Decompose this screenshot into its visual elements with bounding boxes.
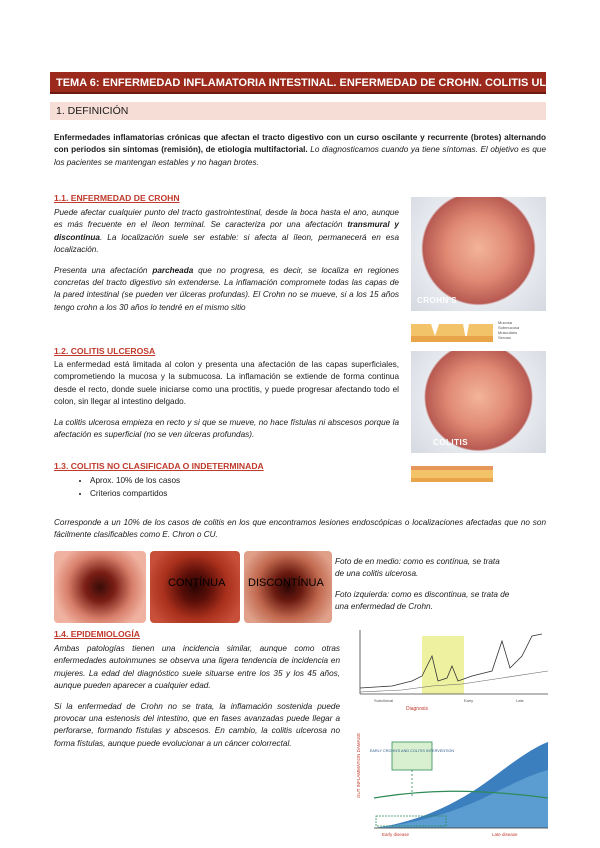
- tissue-legend: Mucosa Submucosa Muscularis Serosa: [498, 320, 520, 340]
- endoscopy-photo-discontinua: [244, 551, 332, 623]
- section-header: 1. DEFINICIÓN: [50, 102, 546, 120]
- y-axis-label: GUT INFLAMMATION DAMAGE: [356, 732, 361, 798]
- colitis-label: COLITIS: [433, 438, 469, 447]
- colitis-illustration: [411, 351, 546, 453]
- crohn-heading: 1.1. ENFERMEDAD DE CROHN: [54, 193, 180, 203]
- colitis-tissue-diagram: [411, 464, 546, 484]
- list-item: • Aprox. 10% de los casos: [90, 474, 180, 487]
- endoscopy-photo-continua: [150, 551, 240, 623]
- intro-text: Enfermedades inflamatorias crónicas que afectan el tracto digestivo con un curso oscilante y recurrente (brotes) alternando con periodos sin síntomas (remisión), de etiología multifactorial.: [54, 133, 546, 155]
- crohn-illustration: [411, 197, 546, 311]
- page-title: TEMA 6: ENFERMEDAD INFLAMATORIA INTESTINAL. ENFERMEDAD DE CROHN. COLITIS ULCEROSA: [50, 72, 546, 94]
- disease-course-figure: [352, 626, 552, 722]
- endoscopy-photo-normal: [54, 551, 146, 623]
- list-item: • Criterios compartidos: [90, 487, 180, 500]
- indet-list: [54, 474, 180, 500]
- intervention-box-label: EARLY CROHN'S AND COLITIS INTERVENTION: [369, 749, 455, 753]
- diagnosis-label: Diagnosis: [406, 706, 428, 712]
- discontinua-label: DISCONTÍNUA: [248, 577, 324, 589]
- crohn-text: Puede afectar cualquier punto del tracto gastrointestinal, desde la boca hasta el ano, aunque es más frecuente en el íleon terminal. Se caracteriza por una afectación transmural y discontinua. La localización suele ser estable: si afecta al íleon, permanecerá en esa localización. Presenta una afectación parcheada que no progresa, es decir, se localiza en regiones concretas del tracto digestivo sin extenderse. La inflamación compromete todas las capas de la pared intestinal (se pueden ver úlceras profundas). El Crohn no se mueve, si a los 15 años tengo crohn a los 30 años lo tendré en el mismo sitio: [54, 208, 399, 312]
- phase-label: Subclinical: [374, 698, 394, 703]
- phase-label: Late: [516, 698, 524, 703]
- early-intervention-figure: [352, 728, 552, 840]
- intro-note: Lo diagnosticamos cuando ya tiene síntomas. El objetivo es que los pacientes se mantengan estables y no hagan brotes.: [54, 145, 546, 167]
- continua-label: CONTÍNUA: [168, 577, 226, 589]
- cu-text: La enfermedad está limitada al colon y presenta una afectación de las capas superficiales, comprometiendo la mucosa y la submucosa. La inflamación se extiende de forma continua desde el recto, donde suele iniciarse como una proctitis, y puede progresar afectando todo el colon, sin llegar al intestino delgado. La colitis ulcerosa empieza en recto y si que se mueve, no hace fístulas ni abscesos porque la afectación es superficial (no se ven úlceras profundas).: [54, 360, 399, 440]
- indet-text: Corresponde a un 10% de los casos de colitis en los que encontramos lesiones endoscópicas o localizaciones afectadas que no son fácilmente clasificables como E. Chron o CU.: [54, 518, 546, 540]
- endo-notes: Foto de en medio: como es contínua, se trata de una colitis ulcerosa. Foto izquierda: como es discontinua, se trata de una enfermedad de Crohn.: [335, 557, 510, 612]
- crohn-label: CROHN'S: [417, 296, 458, 305]
- x-label-late: Late disease: [492, 832, 518, 837]
- epi-heading: 1.4. EPIDEMIOLOGÍA: [54, 629, 140, 639]
- epi-text: Ambas patologías tienen una incidencia similar, aunque como otras enfermedades autoinmunes se observa una ligera tendencia de incidencia en mujeres. La edad del diagnóstico suele situarse entre los 35 y los 45 años, aunque pueden aparecer a cualquier edad. Si la enfermedad de Crohn no se trata, la inflamación sostenida puede provocar una estenosis del intestino, que en fases avanzadas puede llegar a perforarse, formando fístulas y abscesos. En cambio, la colitis ulcerosa no forma fístulas, aunque puede evolucionar a un cáncer colorrectal.: [54, 644, 340, 748]
- cu-heading: 1.2. COLITIS ULCEROSA: [54, 346, 156, 356]
- intro: [54, 132, 546, 169]
- phase-label: Early: [464, 698, 474, 703]
- x-label-early: Early disease: [382, 832, 410, 837]
- indet-heading: 1.3. COLITIS NO CLASIFICADA O INDETERMINADA: [54, 461, 264, 471]
